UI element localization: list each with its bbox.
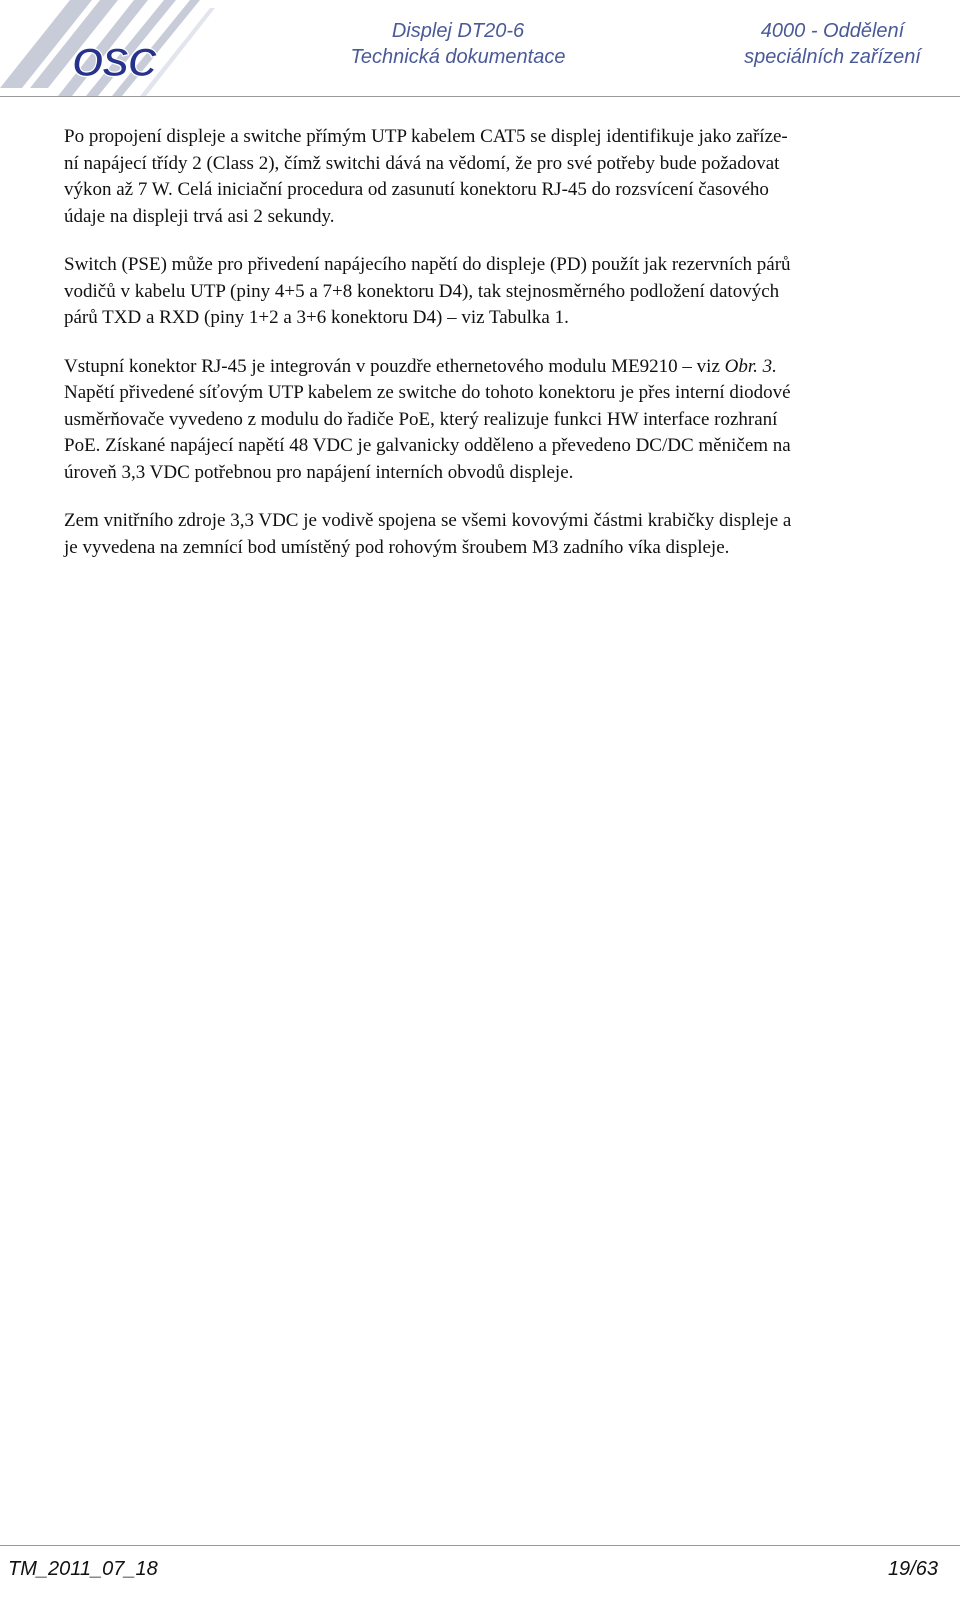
document-body [64, 124, 930, 583]
text-line: vodičů v kabelu UTP (piny 4+5 a 7+8 konektoru D4), tak stejnosměrného podložení datových [64, 280, 780, 302]
text-line: usměrňovače vyvedeno z modulu do řadiče PoE, který realizuje funkci HW interface rozhraní [64, 408, 778, 430]
paragraph-rj45-connector [64, 354, 930, 487]
footer-divider [0, 1545, 960, 1546]
text-line: Napětí přivedené síťovým UTP kabelem ze switche do tohoto konektoru je přes interní diodové [64, 382, 791, 403]
paragraph-poe-class [64, 124, 930, 230]
department-block [720, 18, 945, 70]
document-subtitle: Technická dokumentace [350, 46, 566, 68]
text-line: Switch (PSE) může pro přivedení napájecího napětí do displeje (PD) použít jak rezervních párů [64, 254, 791, 275]
text-line: ní napájecí třídy 2 (Class 2), čímž switchi dává na vědomí, že pro své potřeby bude požadovat [64, 152, 780, 174]
text-line: Po propojení displeje a switche přímým UTP kabelem CAT5 se displej identifikuje jako zaříze- [64, 126, 788, 147]
text-line: Zem vnitřního zdroje 3,3 VDC je vodivě spojena se všemi kovovými částmi krabičky displeje a [64, 510, 792, 531]
document-code: TM_2011_07_18 [8, 1558, 158, 1580]
department-line-2: speciálních zařízení [744, 46, 921, 68]
text-line: PoE. Získané napájecí napětí 48 VDC je galvanicky odděleno a převedeno DC/DC měničem na [64, 435, 791, 456]
paragraph-ground [64, 508, 930, 561]
header-divider [0, 96, 960, 97]
text-line: výkon až 7 W. Celá iniciační procedura od zasunutí konektoru RJ-45 do rozsvícení časového [64, 179, 769, 200]
text-line: párů TXD a RXD (piny 1+2 a 3+6 konektoru D4) – viz Tabulka 1. [64, 307, 569, 328]
page-number: 19/63 [887, 1558, 938, 1580]
osc-logo [0, 0, 215, 100]
text-line: je vyvedena na zemnící bod umístěný pod rohovým šroubem M3 zadního víka displeje. [64, 536, 730, 558]
text-line: úroveň 3,3 VDC potřebnou pro napájení interních obvodů displeje. [64, 461, 574, 483]
text-line-prefix: Vstupní konektor RJ-45 je integrován v pouzdře ethernetového modulu ME9210 – viz [64, 355, 725, 377]
document-title-block [318, 18, 598, 70]
figure-reference: Obr. 3. [724, 355, 777, 377]
logo-text: OSC [72, 41, 156, 85]
document-title: Displej DT20-6 [391, 20, 525, 42]
page-header [0, 0, 960, 100]
text-line [64, 354, 930, 381]
paragraph-pse-power [64, 252, 930, 332]
text-line: údaje na displeji trvá asi 2 sekundy. [64, 205, 335, 227]
department-line-1: 4000 - Oddělení [760, 20, 905, 42]
